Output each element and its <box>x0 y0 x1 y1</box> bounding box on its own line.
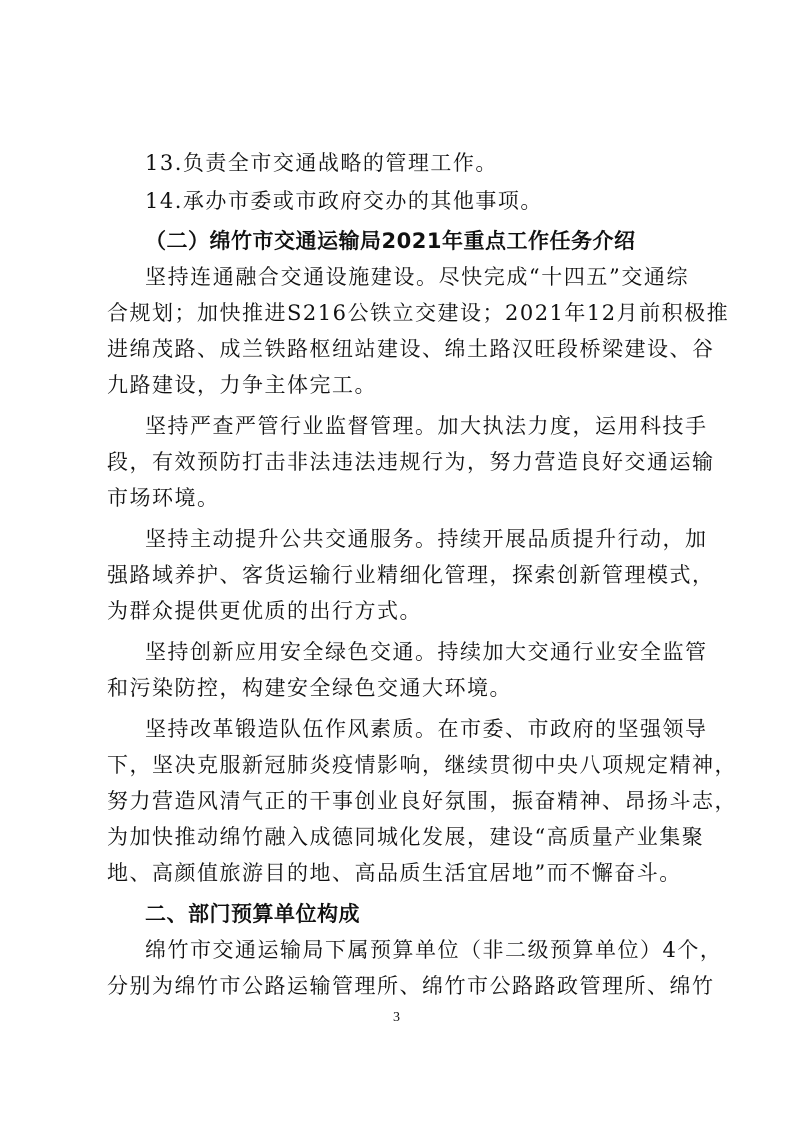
paragraph-line: 坚持主动提升公共交通服务。持续开展品质提升行动，加 <box>145 527 708 551</box>
paragraph-line: 绵竹市交通运输局下属预算单位（非二级预算单位）4个， <box>145 938 723 962</box>
paragraph-line: 段，有效预防打击非法违法违规行为，努力营造良好交通运输 <box>107 450 715 474</box>
paragraph-line: 努力营造风清气正的干事创业良好氛围，振奋精神、昂扬斗志， <box>107 789 737 813</box>
paragraph-line: 坚持连通融合交通设施建设。尽快完成“十四五”交通综 <box>145 265 689 289</box>
section-heading: 二、部门预算单位构成 <box>145 902 360 926</box>
paragraph-line: 市场环境。 <box>107 486 220 510</box>
paragraph-line: 坚持改革锻造队伍作风素质。在市委、市政府的坚强领导 <box>145 717 708 741</box>
paragraph-line: 九路建设，力争主体完工。 <box>107 373 377 397</box>
text-line: 13.负责全市交通战略的管理工作。 <box>145 151 498 175</box>
paragraph-line: 坚持严查严管行业监督管理。加大执法力度，运用科技手 <box>145 414 708 438</box>
paragraph-line: 合规划；加快推进S216公铁立交建设；2021年12月前积极推 <box>107 301 730 325</box>
text-line: 14.承办市委或市政府交办的其他事项。 <box>145 189 543 213</box>
paragraph-line: 坚持创新应用安全绿色交通。持续加大交通行业安全监管 <box>145 640 708 664</box>
paragraph-line: 为群众提供更优质的出行方式。 <box>107 599 422 623</box>
paragraph-line: 强路域养护、客货运输行业精细化管理，探索创新管理模式， <box>107 563 715 587</box>
paragraph-line: 进绵茂路、成兰铁路枢纽站建设、绵土路汉旺段桥梁建设、谷 <box>107 337 715 361</box>
page-number: 3 <box>393 1010 400 1025</box>
paragraph-line: 地、高颜值旅游目的地、高品质生活宜居地”而不懈奋斗。 <box>107 861 682 885</box>
paragraph-line: 为加快推动绵竹融入成德同城化发展，建设“高质量产业集聚 <box>107 825 705 849</box>
paragraph-line: 分别为绵竹市公路运输管理所、绵竹市公路路政管理所、绵竹 <box>107 974 715 998</box>
paragraph-line: 下，坚决克服新冠肺炎疫情影响，继续贯彻中央八项规定精神， <box>107 753 737 777</box>
paragraph-line: 和污染防控，构建安全绿色交通大环境。 <box>107 676 512 700</box>
section-heading: （二）绵竹市交通运输局2021年重点工作任务介绍 <box>145 229 636 253</box>
